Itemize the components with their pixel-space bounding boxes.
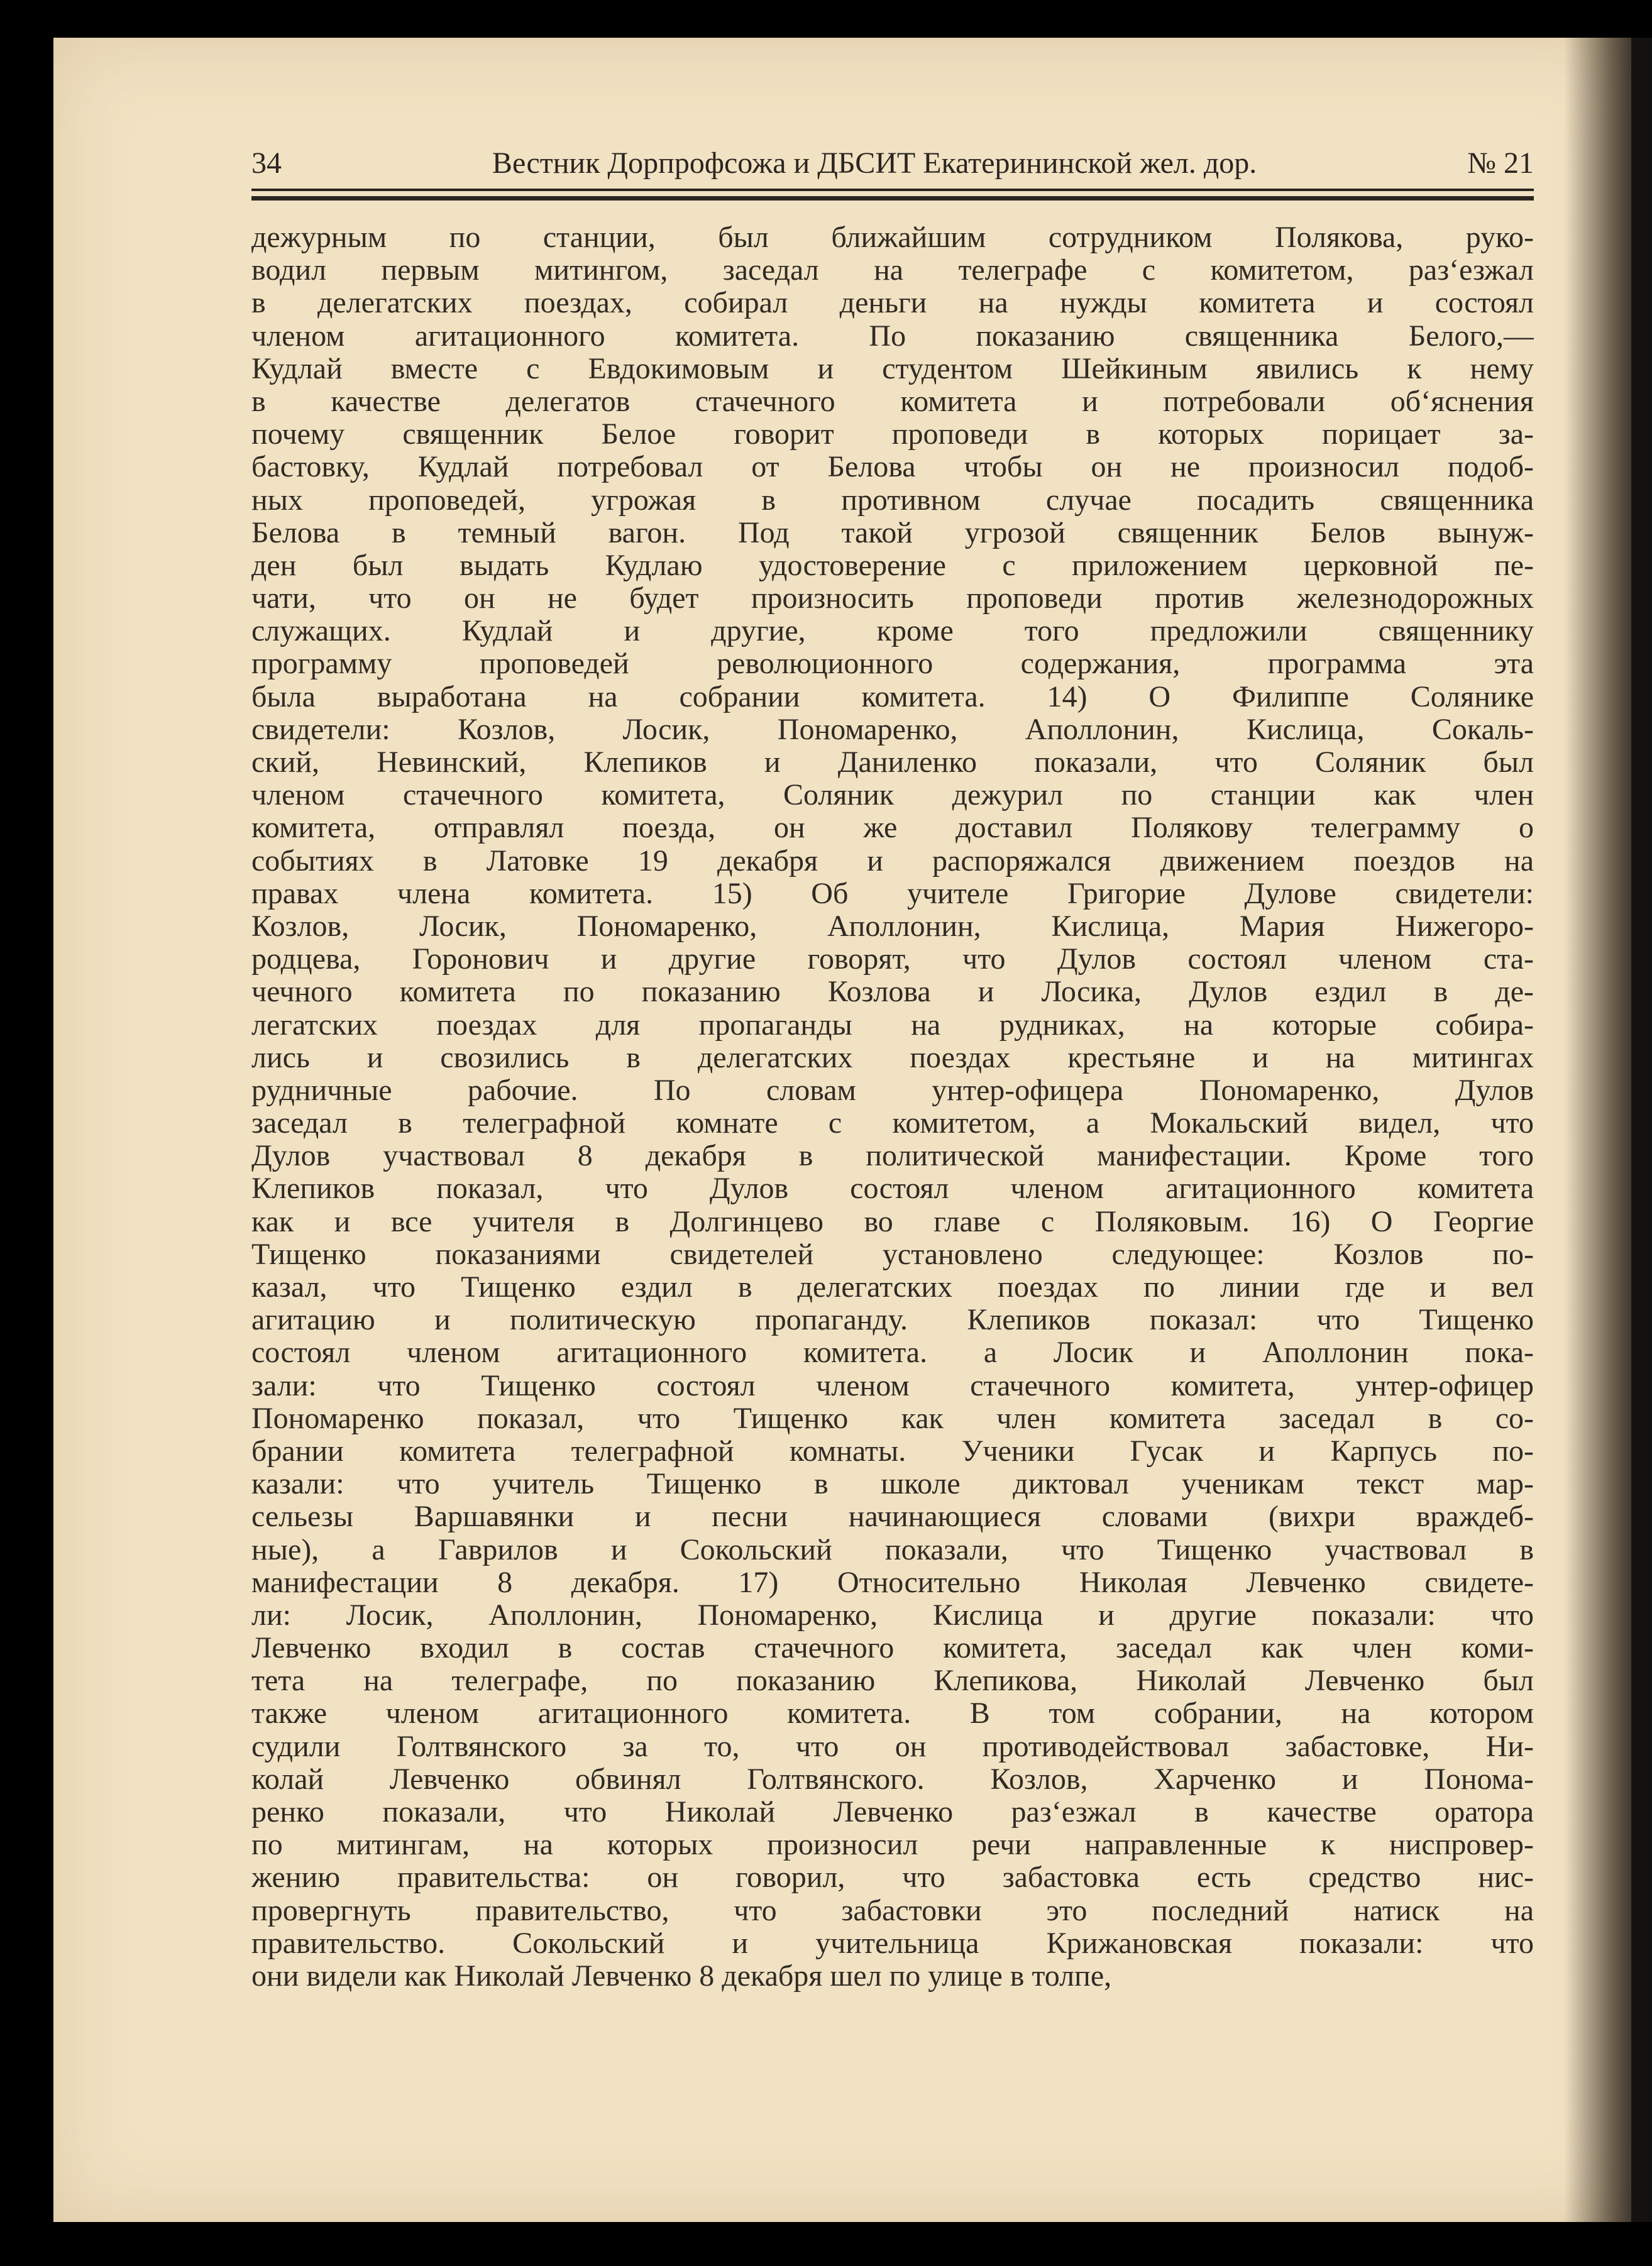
text-line: водил первым митингом, заседал на телеграфе с комитетом, раз‘езжал [251,254,1534,287]
text-line: правительство. Сокольский и учительница Крижановская показали: что [251,1927,1534,1960]
text-line: агитацию и политическую пропаганду. Клепиков показал: что Тищенко [251,1304,1534,1337]
text-line: была выработана на собрании комитета. 14) О Филиппе Солянике [251,680,1534,713]
text-line: сельезы Варшавянки и песни начинающиеся словами (вихри враждеб- [251,1500,1534,1534]
text-line: ные), а Гаврилов и Сокольский показали, что Тищенко участвовал в [251,1533,1534,1566]
text-line: провергнуть правительство, что забастовки это последний натиск на [251,1894,1534,1927]
text-line: Левченко входил в состав стачечного комитета, заседал как член коми- [251,1632,1534,1665]
text-line: легатских поездах для пропаганды на рудниках, на которые собира- [251,1008,1534,1042]
text-line: Кудлай вместе с Евдокимовым и студентом Шейкиным явились к нему [251,352,1534,385]
text-line: ден был выдать Кудлаю удостоверение с приложением церковной пе- [251,549,1534,582]
journal-title: Вестник Дорпрофсожа и ДБСИТ Екатерининской жел. дор. [492,146,1257,180]
text-line: событиях в Латовке 19 декабря и распоряжался движением поездов на [251,844,1534,877]
text-line: чечного комитета по показанию Козлова и Лосика, Дулов ездил в де- [251,976,1534,1009]
text-line: колай Левченко обвинял Голтвянского. Козлов, Харченко и Понома- [251,1763,1534,1796]
text-line: заседал в телеграфной комнате с комитетом, а Мокальский видел, что [251,1107,1534,1140]
text-line: жению правительства: он говорил, что забастовка есть средство нис- [251,1861,1534,1895]
text-line: бастовку, Кудлай потребовал от Белова чтобы он не произносил подоб- [251,451,1534,484]
text-line: также членом агитационного комитета. В том собрании, на котором [251,1697,1534,1730]
text-line: брании комитета телеграфной комнаты. Ученики Гусак и Карпусь по- [251,1434,1534,1468]
page-edge-shadow [1564,38,1652,2222]
running-header [251,146,1534,191]
text-line: казал, что Тищенко ездил в делегатских поездах по линии где и вел [251,1271,1534,1304]
text-line: рудничные рабочие. По словам унтер-офицера Пономаренко, Дулов [251,1074,1534,1107]
text-line: правах члена комитета. 15) Об учителе Григорие Дулове свидетели: [251,877,1534,910]
text-line: в качестве делегатов стачечного комитета и потребовали об‘яснения [251,385,1534,418]
text-line: Пономаренко показал, что Тищенко как член комитета заседал в со- [251,1402,1534,1435]
text-line: в делегатских поездах, собирал деньги на нужды комитета и состоял [251,287,1534,320]
text-line: Козлов, Лосик, Пономаренко, Аполлонин, Кислица, Мария Нижегоро- [251,910,1534,943]
issue-number: № 21 [1467,146,1534,180]
text-line: состоял членом агитационного комитета. а Лосик и Аполлонин пока- [251,1336,1534,1370]
text-line: служащих. Кудлай и другие, кроме того предложили священнику [251,615,1534,648]
text-line: казали: что учитель Тищенко в школе диктовал ученикам текст мар- [251,1468,1534,1501]
text-line: Белова в темный вагон. Под такой угрозой священник Белов вынуж- [251,516,1534,549]
text-line: по митингам, на которых произносил речи направленные к ниспровер- [251,1829,1534,1862]
text-line: ренко показали, что Николай Левченко раз‘езжал в качестве оратора [251,1796,1534,1829]
text-line: ский, Невинский, Клепиков и Даниленко показали, что Соляник был [251,746,1534,779]
text-line: свидетели: Козлов, Лосик, Пономаренко, Аполлонин, Кислица, Сокаль- [251,713,1534,746]
text-line: чати, что он не будет произносить проповеди против железнодорожных [251,582,1534,615]
header-rule-thick [251,196,1534,201]
text-line: программу проповедей революционного содержания, программа эта [251,647,1534,681]
text-line: Дулов участвовал 8 декабря в политической манифестации. Кроме того [251,1140,1534,1173]
page-number: 34 [251,146,282,180]
text-line: почему священник Белое говорит проповеди в которых порицает за- [251,418,1534,451]
text-line: дежурным по станции, был ближайшим сотрудником Полякова, руко- [251,221,1534,254]
text-line: комитета, отправлял поезда, он же доставил Полякову телеграмму о [251,811,1534,845]
text-line: ли: Лосик, Аполлонин, Пономаренко, Кислица и другие показали: что [251,1598,1534,1632]
text-line: зали: что Тищенко состоял членом стачечного комитета, унтер-офицер [251,1369,1534,1402]
header-rule-thin [251,189,1534,191]
body-text [251,221,1534,1993]
text-line: тета на телеграфе, по показанию Клепикова, Николай Левченко был [251,1664,1534,1698]
text-line: членом стачечного комитета, Соляник дежурил по станции как член [251,779,1534,812]
text-line: они видели как Николай Левченко 8 декабря шел по улице в толпе, [251,1959,1112,1993]
text-line: лись и свозились в делегатских поездах крестьяне и на митингах [251,1041,1534,1074]
text-line: Тищенко показаниями свидетелей установлено следующее: Козлов по- [251,1238,1534,1271]
text-line: членом агитационного комитета. По показанию священника Белого,— [251,319,1534,353]
text-line: судили Голтвянского за то, что он противодействовал забастовке, Ни- [251,1730,1534,1763]
text-line: как и все учителя в Долгинцево во главе с Поляковым. 16) О Георгие [251,1205,1534,1238]
text-line: ных проповедей, угрожая в противном случае посадить священника [251,483,1534,517]
text-line: родцева, Горонович и другие говорят, что Дулов состоял членом ста- [251,943,1534,976]
text-line: манифестации 8 декабря. 17) Относительно Николая Левченко свидете- [251,1566,1534,1599]
text-line: Клепиков показал, что Дулов состоял членом агитационного комитета [251,1172,1534,1206]
